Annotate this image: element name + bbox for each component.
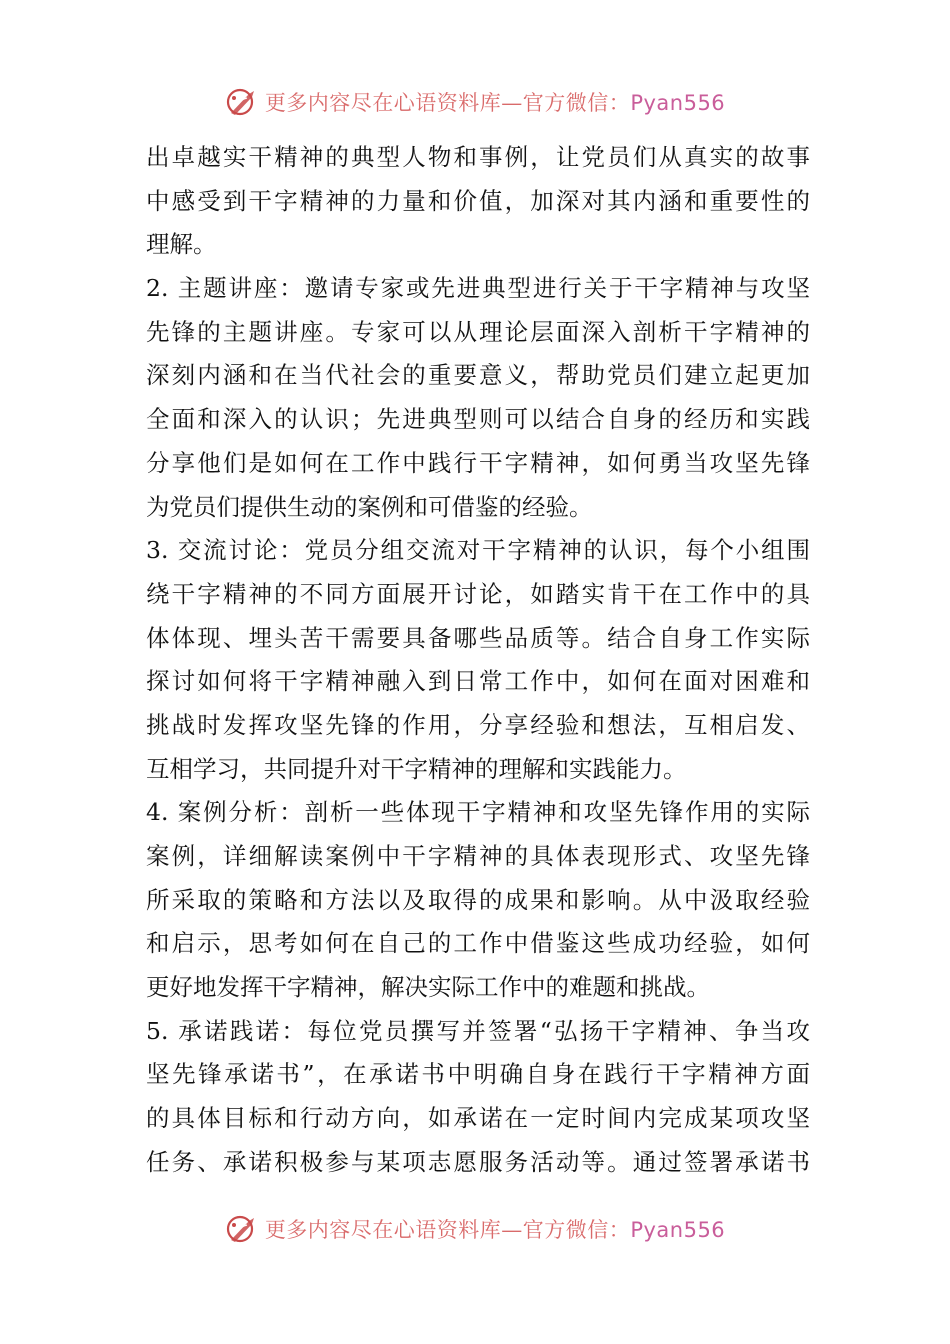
text-line: 更好地发挥干字精神，解决实际工作中的难题和挑战。: [146, 973, 710, 1002]
text-line: 为党员们提供生动的案例和可借鉴的经验。: [146, 492, 593, 521]
text-line: 和启示，思考如何在自己的工作中借鉴这些成功经验，如何: [146, 929, 810, 958]
text-line: 理解。: [146, 230, 217, 259]
text-line: 5. 承诺践诺：每位党员撰写并签署“弘扬干字精神、争当攻: [146, 1016, 810, 1045]
text-line: 分享他们是如何在工作中践行干字精神，如何勇当攻坚先锋: [146, 448, 810, 477]
watermark-handle: Pyan556: [630, 1218, 726, 1242]
text-line: 互相学习，共同提升对干字精神的理解和实践能力。: [146, 754, 687, 783]
watermark-handle: Pyan556: [630, 91, 726, 115]
pen-nib-circle-icon: [225, 85, 259, 119]
pen-nib-circle-icon: [225, 1212, 259, 1246]
watermark-text: 更多内容尽在心语资料库—官方微信：Pyan556: [264, 91, 726, 115]
text-line: 挑战时发挥攻坚先锋的作用，分享经验和想法，互相启发、: [146, 710, 810, 739]
text-line: 的具体目标和行动方向，如承诺在一定时间内完成某项攻坚: [146, 1104, 810, 1133]
text-line: 坚先锋承诺书”，在承诺书中明确自身在践行干字精神方面: [146, 1060, 810, 1089]
text-line: 深刻内涵和在当代社会的重要意义，帮助党员们建立起更加: [146, 361, 810, 390]
text-line: 2. 主题讲座：邀请专家或先进典型进行关于干字精神与攻坚: [146, 274, 810, 303]
text-line: 4. 案例分析：剖析一些体现干字精神和攻坚先锋作用的实际: [146, 798, 810, 827]
watermark-text: 更多内容尽在心语资料库—官方微信：Pyan556: [264, 1218, 726, 1242]
text-line: 探讨如何将干字精神融入到日常工作中，如何在面对困难和: [146, 667, 810, 696]
header-watermark: [0, 82, 950, 122]
footer-watermark: [0, 1209, 950, 1249]
text-line: 3. 交流讨论：党员分组交流对干字精神的认识，每个小组围: [146, 536, 810, 565]
text-line: 出卓越实干精神的典型人物和事例，让党员们从真实的故事: [146, 143, 810, 171]
text-line: 所采取的策略和方法以及取得的成果和影响。从中汲取经验: [146, 885, 810, 914]
text-line: 绕干字精神的不同方面展开讨论，如踏实肯干在工作中的具: [146, 579, 810, 608]
text-line: 案例，详细解读案例中干字精神的具体表现形式、攻坚先锋: [146, 842, 810, 870]
text-line: 体体现、埋头苦干需要具备哪些品质等。结合自身工作实际: [146, 623, 810, 652]
text-line: 先锋的主题讲座。专家可以从理论层面深入剖析干字精神的: [146, 317, 810, 346]
document-body: [146, 136, 810, 1185]
text-line: 中感受到干字精神的力量和价值，加深对其内涵和重要性的: [146, 186, 810, 215]
text-line: 任务、承诺积极参与某项志愿服务活动等。通过签署承诺书: [146, 1147, 810, 1176]
text-line: 全面和深入的认识；先进典型则可以结合自身的经历和实践: [146, 405, 810, 434]
